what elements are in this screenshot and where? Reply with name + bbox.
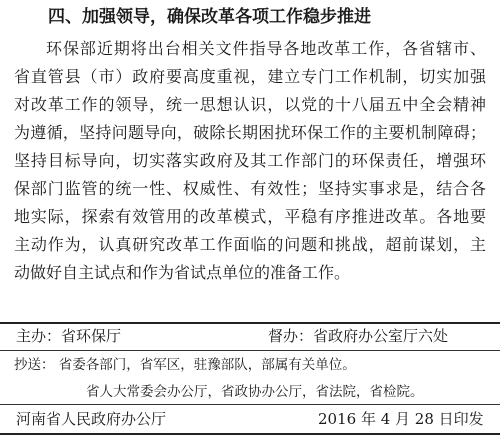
issue-date: 2016 年 4 月 28 日印发 xyxy=(318,410,484,428)
footer-rule-3 xyxy=(0,404,500,405)
body-line: 主动作为，认真研究改革工作面临的问题和挑战，超前谋划，主 xyxy=(14,235,486,254)
supervisor-value: 省政府办公室厅六处 xyxy=(313,327,449,345)
body-line: 坚持目标导向，切实落实政府及其工作部门的环保责任，增强环 xyxy=(14,151,486,170)
cc-line-2: 省人大常委会办公厅，省政协办公厅，省法院，省检院。 xyxy=(86,384,424,400)
body-line: 省直管县（市）政府要高度重视，建立专门工作机制，切实加强 xyxy=(14,67,486,86)
cc-label: 抄送： xyxy=(14,357,55,373)
host-label: 主办： xyxy=(16,327,62,345)
cc-row xyxy=(14,355,356,375)
footer-top-rule xyxy=(0,322,500,324)
body-line: 保部门监管的统一性、权威性、有效性；坚持实事求是，结合各 xyxy=(14,179,486,198)
body-line: 地实际，探索有效管用的改革模式，平稳有序推进改革。各地要 xyxy=(14,207,486,226)
issuer: 河南省人民政府办公厅 xyxy=(16,410,167,428)
footer-mid-rule xyxy=(0,350,500,351)
footer-bottom-rule xyxy=(0,433,500,435)
supervisor-row xyxy=(268,326,448,346)
body-line: 动做好自主试点和作为省试点单位的准备工作。 xyxy=(14,263,351,282)
host-value: 省环保厅 xyxy=(61,327,122,345)
body-line: 对改革工作的领导，统一思想认识，以党的十八届五中全会精神 xyxy=(14,95,486,114)
cc-line-1: 省委各部门，省军区，驻豫部队，部属有关单位。 xyxy=(58,357,356,373)
body-line: 环保部近期将出台相关文件指导各地改革工作，各省辖市、 xyxy=(46,39,486,58)
body-line: 为遵循，坚持问题导向，破除长期困扰环保工作的主要机制障碍； xyxy=(14,123,486,142)
section-heading: 四、加强领导，确保改革各项工作稳步推进 xyxy=(48,7,371,27)
supervisor-label: 督办： xyxy=(268,327,314,345)
host-row xyxy=(16,326,121,346)
